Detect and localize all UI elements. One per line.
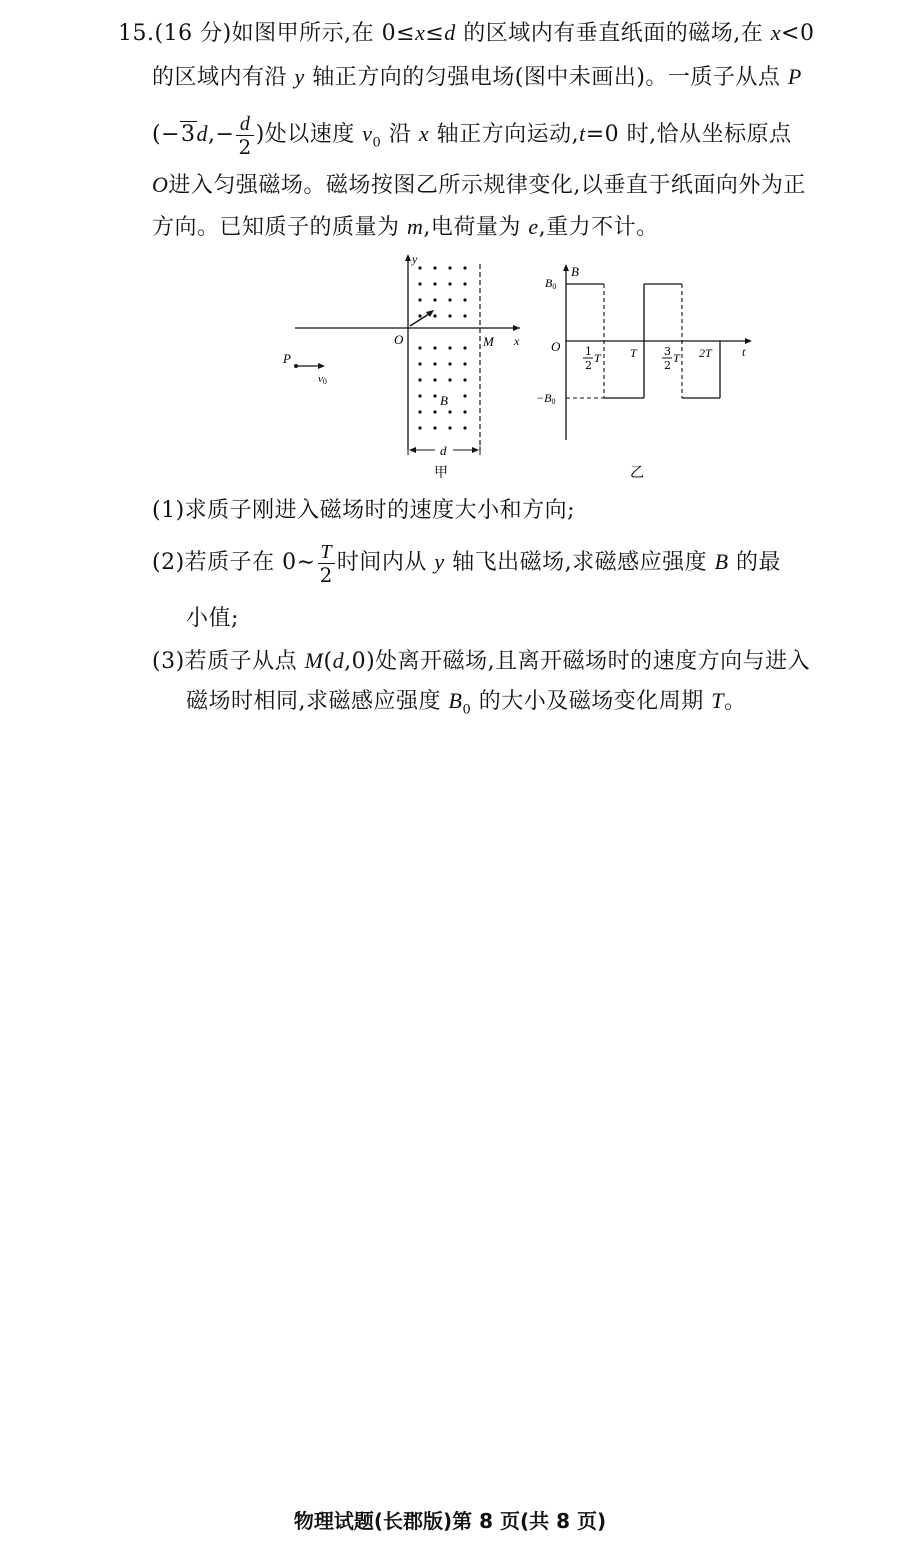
tick-half-t [583, 345, 602, 372]
question-2: (2)若质子在 0∼ $\frac{T}{2}$ 时间内从 y 轴飞出磁场,求磁感应强度 B 的最 [152, 540, 782, 587]
page-footer: 物理试题(长郡版)第 8 页(共 8 页) [293, 1509, 607, 1533]
field-dot [463, 346, 466, 349]
fraction-d-over-2: $\frac{d}{2}$ [238, 112, 252, 159]
field-dot [418, 282, 421, 285]
field-dot [433, 282, 436, 285]
field-dot [433, 266, 436, 269]
svg-text:2: 2 [585, 359, 592, 372]
entry-velocity-arrowhead [426, 310, 434, 317]
yi-label-neg-b0: −B0 [536, 391, 556, 406]
field-dot [463, 362, 466, 365]
field-dot [463, 378, 466, 381]
field-dot [463, 410, 466, 413]
jia-x-arrow [513, 325, 520, 331]
yi-b-arrow [563, 264, 569, 271]
problem-line-5: 方向。已知质子的质量为 m,电荷量为 e,重力不计。 [152, 214, 659, 240]
jia-label-b: B [440, 393, 448, 408]
question-3: (3)若质子从点 M(d,0)处离开磁场,且离开磁场时的速度方向与进入 [152, 648, 811, 674]
field-dot [433, 314, 436, 317]
field-dot [418, 314, 421, 317]
field-dot [448, 410, 451, 413]
jia-label-m: M [483, 334, 494, 349]
tick-t: T [630, 346, 637, 360]
sqrt-three: 3 [181, 122, 196, 147]
field-dot [433, 426, 436, 429]
field-dot [448, 378, 451, 381]
svg-text:2: 2 [664, 359, 671, 372]
problem-number: 15. [118, 21, 155, 46]
field-dot [418, 394, 421, 397]
field-dot [448, 346, 451, 349]
yi-t-arrow [745, 338, 752, 344]
field-dot [418, 298, 421, 301]
field-dot [463, 282, 466, 285]
jia-label-v: v0 [318, 373, 327, 386]
problem-line-1: 15.(16 分)如图甲所示,在 0≤x≤d 的区域内有垂直纸面的磁场,在 x<0 [118, 20, 815, 46]
field-dot [463, 394, 466, 397]
question-3-continued: 磁场时相同,求磁感应强度 $B_0$ 的大小及磁场变化周期 T。 [186, 688, 747, 718]
question-2-continued: 小值; [186, 606, 239, 631]
jia-label-d: d [440, 443, 447, 458]
field-dot [433, 394, 436, 397]
yi-label-b: B [571, 264, 579, 279]
figure-jia [282, 252, 520, 481]
field-dot [448, 266, 451, 269]
yi-label-b0: B0 [545, 276, 557, 291]
yi-caption: 乙 [630, 465, 644, 481]
field-dot [418, 378, 421, 381]
svg-text:T: T [673, 351, 680, 365]
problem-line-3: (−3d,− $\frac{d}{2}$ )处以速度 $v_0$ 沿 x 轴正方向运动,t=0 时,恰从坐标原点 [152, 112, 792, 159]
field-dot [418, 426, 421, 429]
tick-2t: 2T [699, 346, 712, 360]
field-dot [418, 266, 421, 269]
field-dot [433, 362, 436, 365]
problem-line-2: 的区域内有沿 y 轴正方向的匀强电场(图中未画出)。一质子从点 P [152, 64, 802, 90]
p-velocity-arrowhead [318, 363, 325, 369]
field-dot [418, 346, 421, 349]
field-dot [418, 410, 421, 413]
field-dot [448, 426, 451, 429]
field-dot [463, 266, 466, 269]
field-dot [433, 410, 436, 413]
field-dot [433, 346, 436, 349]
svg-text:3: 3 [664, 345, 671, 358]
svg-text:T: T [594, 351, 601, 365]
field-dot [448, 314, 451, 317]
jia-label-p: P [283, 351, 291, 366]
jia-label-x: x [514, 334, 520, 348]
figures [280, 250, 760, 490]
field-dot [463, 298, 466, 301]
jia-y-arrow [405, 254, 411, 261]
question-1: (1)求质子刚进入磁场时的速度大小和方向; [152, 498, 576, 523]
jia-caption: 甲 [434, 465, 448, 481]
problem-line-4: O进入匀强磁场。磁场按图乙所示规律变化,以垂直于纸面向外为正 [152, 172, 806, 198]
field-dot [448, 282, 451, 285]
field-dot [418, 362, 421, 365]
jia-label-o: O [394, 332, 404, 347]
field-dot [433, 378, 436, 381]
yi-label-o: O [551, 339, 561, 354]
field-dot [448, 362, 451, 365]
field-dot [463, 426, 466, 429]
figure-yi [536, 264, 752, 481]
field-dot [463, 314, 466, 317]
field-dot [448, 298, 451, 301]
yi-label-t: t [742, 345, 746, 359]
fraction-t-over-2: $\frac{T}{2}$ [319, 540, 333, 587]
field-dot [433, 298, 436, 301]
tick-3half-t [662, 345, 681, 372]
svg-text:1: 1 [585, 345, 592, 358]
jia-label-y: y [412, 252, 418, 266]
